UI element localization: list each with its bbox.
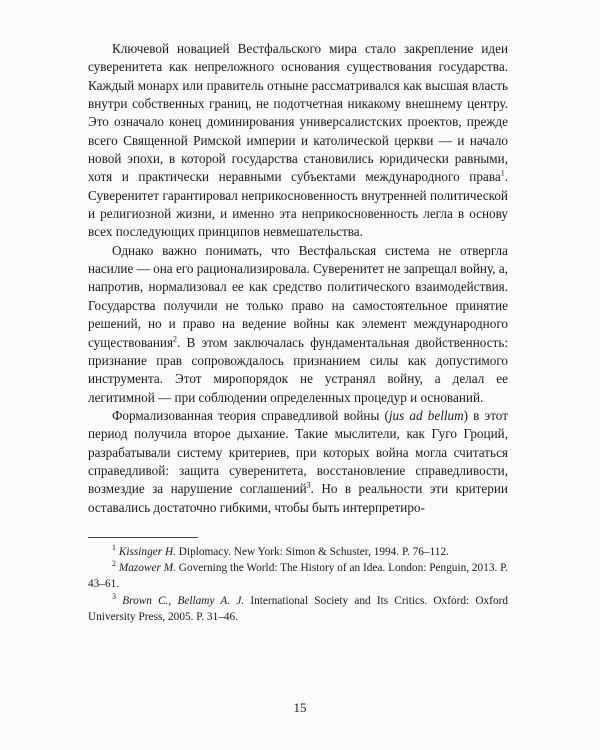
paragraph-3-text-a: Формализованная теория справедливой войны ( bbox=[112, 407, 389, 423]
paragraph-1 bbox=[88, 40, 508, 242]
footnote-3-author: Brown C., Bellamy A. J. bbox=[122, 594, 245, 607]
paragraph-2-text-a: Однако важно понимать, что Вестфальская система не отвергла насилие — она его рационализировала. Суверенитет не запрещал войну, а, напротив, нормализовал ее как средство политического взаимодействия. Государства получили не только право на самостоятельное принятие решений, но и право на ведение войны как элемент международного существования bbox=[88, 242, 508, 350]
footnote-2-text: Governing the World: The History of an Idea. London: Penguin, 2013. P. 43–61. bbox=[88, 562, 509, 591]
footnote-1-author: Kissinger H. bbox=[118, 545, 176, 558]
paragraph-2 bbox=[88, 242, 508, 407]
footnote-3 bbox=[88, 593, 508, 625]
paragraph-3 bbox=[88, 407, 508, 517]
footnote-marker-3[interactable]: 3 bbox=[306, 480, 311, 490]
footnote-3-text: International Society and Its Critics. Oxford: Oxford University Press, 2005. P. 31–46. bbox=[88, 594, 509, 623]
footnote-1 bbox=[88, 544, 508, 560]
page-number: 15 bbox=[293, 700, 307, 715]
footnote-marker-1[interactable]: 1 bbox=[500, 169, 505, 179]
footnote-2-author: Mazower M. bbox=[118, 562, 176, 575]
paragraph-1-text-b: . Суверенитет гарантировал неприкосновенность внутренней политической и религиозной жизни, и именно эта неприкосновенность легла в основу всех последующих принципов невмешательства. bbox=[88, 169, 508, 240]
paragraph-3-text-b: ) в этот период получила второе дыхание. Такие мыслители, как Гуго Гроций, разрабатывали систему критериев, при которых война могла считаться справедливой: защита суверенитета, восстановление справедливости, возмездие за нарушение соглашений bbox=[88, 407, 508, 497]
page-content bbox=[88, 40, 508, 625]
paragraph-3-text-c: . Но в реальности эти критерии оставались достаточно гибкими, чтобы быть интерпретиро- bbox=[88, 481, 508, 515]
footnote-1-number: 1 bbox=[112, 543, 116, 553]
paragraph-3-latin-term: jus ad bellum bbox=[388, 407, 464, 423]
paragraph-1-text-a: Ключевой новацией Вестфальского мира стало закрепление идеи суверенитета как непреложного основания существования государства. Каждый монарх или правитель отныне рассматривался как высшая власть внутри собственных границ, не подотчетная никакому внешнему центру. Это означало конец доминирования универсалистских проектов, прежде всего Священной Римской империи и католической церкви — и начало новой эпохи, в которой государства становились юридически равными, хотя и практически неравными субъектами международного права bbox=[88, 41, 508, 185]
footnote-2 bbox=[88, 560, 508, 592]
footnote-2-number: 2 bbox=[112, 559, 116, 569]
footnote-marker-2[interactable]: 2 bbox=[173, 334, 178, 344]
footnote-1-text: Diplomacy. New York: Simon & Schuster, 1994. P. 76–112. bbox=[175, 545, 449, 558]
footnote-3-number: 3 bbox=[112, 591, 116, 601]
footnote-divider bbox=[88, 537, 198, 538]
paragraph-2-text-b: . В этом заключалась фундаментальная двойственность: признание прав сопровождалось признанием силы как допустимого инструмента. Этот миропорядок не устранял войну, а делал ее легитимной — при соблюдении определенных процедур и оснований. bbox=[88, 334, 508, 405]
